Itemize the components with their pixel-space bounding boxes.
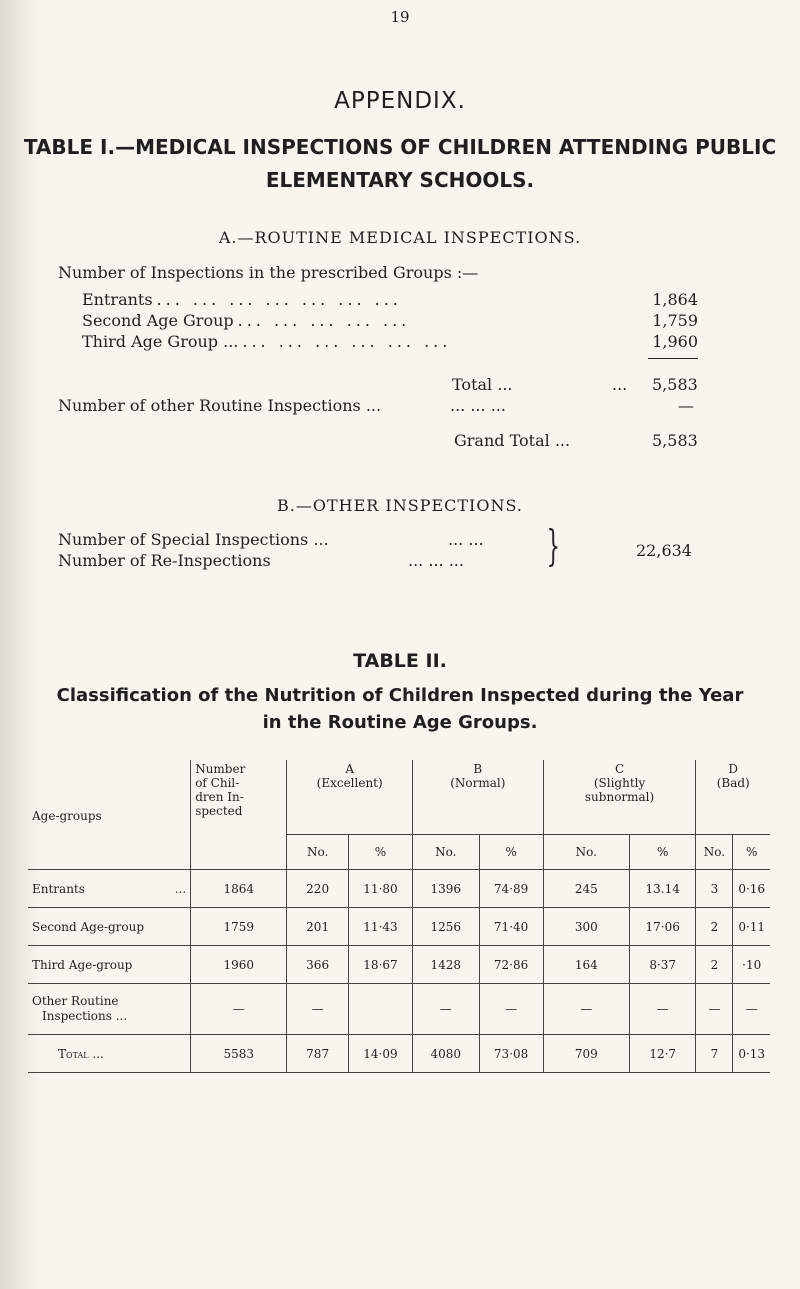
header-label: subnormal) <box>584 790 655 804</box>
table1-title-line1: TABLE I.—MEDICAL INSPECTIONS OF CHILDREN ATTENDING PUBLIC <box>23 135 777 159</box>
cell-b-pct: 72·86 <box>479 946 543 984</box>
header-line: dren In- <box>195 790 244 804</box>
special-inspections-label: Number of Special Inspections ... <box>58 530 329 549</box>
list-item-second-age-group <box>82 311 698 330</box>
cell-c-no: 164 <box>543 946 629 984</box>
row-label <box>28 984 191 1035</box>
list-item-third-age-group <box>82 332 698 351</box>
leader-dots: ... <box>115 1009 128 1023</box>
cell-c-pct: 8·37 <box>629 946 696 984</box>
total-value: 5,583 <box>652 375 698 394</box>
row-label <box>28 870 191 908</box>
total-row <box>28 1035 770 1073</box>
cell-dash: — <box>287 984 349 1035</box>
header-label: (Normal) <box>450 776 506 790</box>
header-line: spected <box>195 804 243 818</box>
table-row <box>28 946 770 984</box>
item-label: Second Age Group <box>82 311 234 330</box>
table2-subtitle-line2: in the Routine Age Groups. <box>262 712 538 733</box>
table-row <box>28 870 770 908</box>
other-inspections-value: 22,634 <box>636 541 692 560</box>
cell-c-no: 709 <box>543 1035 629 1073</box>
leader-dots: ... <box>92 1046 104 1061</box>
cell-d-pct: ·10 <box>733 946 770 984</box>
total-label: Total ... <box>452 375 513 394</box>
header-label: (Excellent) <box>316 776 383 790</box>
page-number: 19 <box>390 8 410 26</box>
row-label-line <box>32 1009 190 1024</box>
total-rule <box>648 358 698 359</box>
cell-d-no: 3 <box>696 870 733 908</box>
header-letter: D <box>728 762 739 776</box>
cell-b-no: 1428 <box>413 946 480 984</box>
special-inspections-dots: ... ... <box>448 530 484 549</box>
item-value: 1,864 <box>652 290 698 309</box>
cell-a-pct: 18·67 <box>348 946 412 984</box>
header-line: of Chil- <box>195 776 240 790</box>
no-header: No. <box>413 835 480 870</box>
item-label: Entrants <box>82 290 153 309</box>
cell-a-no: 787 <box>287 1035 349 1073</box>
grand-total-label: Grand Total ... <box>454 431 571 450</box>
leader-dots: ... <box>174 881 187 896</box>
item-label: Third Age Group ... <box>82 332 239 351</box>
section-b-heading: B.—OTHER INSPECTIONS. <box>277 496 523 515</box>
cell-number: 1864 <box>191 870 287 908</box>
cell-dash: — <box>629 984 696 1035</box>
cell-c-no: 245 <box>543 870 629 908</box>
cell-b-pct: 71·40 <box>479 908 543 946</box>
cell-b-pct: 74·89 <box>479 870 543 908</box>
cell-a-no: 220 <box>287 870 349 908</box>
cell-dash: — <box>543 984 629 1035</box>
cell-d-pct: 0·16 <box>733 870 770 908</box>
table-row <box>28 984 770 1035</box>
header-letter: A <box>345 762 354 776</box>
cell-dash: — <box>733 984 770 1035</box>
cell-c-no: 300 <box>543 908 629 946</box>
number-inspected-header <box>191 760 287 870</box>
cell-d-pct: 0·11 <box>733 908 770 946</box>
section-a-heading: A.—ROUTINE MEDICAL INSPECTIONS. <box>218 228 582 247</box>
cell-d-pct: 0·13 <box>733 1035 770 1073</box>
cell-a-no: 366 <box>287 946 349 984</box>
cell-d-no: 7 <box>696 1035 733 1073</box>
re-inspections-dots: ... ... ... <box>408 551 464 570</box>
cell-a-pct: 11·80 <box>348 870 412 908</box>
column-d-header <box>696 760 770 835</box>
pct-header: % <box>629 835 696 870</box>
item-value: 1,960 <box>652 332 698 351</box>
header-letter: C <box>614 762 625 776</box>
cell-c-pct: 17·06 <box>629 908 696 946</box>
table1-title-line2: ELEMENTARY SCHOOLS. <box>265 168 535 192</box>
cell-dash: — <box>413 984 480 1035</box>
nutrition-table <box>28 760 770 1073</box>
cell-b-pct: 73·08 <box>479 1035 543 1073</box>
cell-a-no: 201 <box>287 908 349 946</box>
pct-header: % <box>348 835 412 870</box>
cell-a-pct: 14·09 <box>348 1035 412 1073</box>
other-routine-value: — <box>678 396 694 415</box>
page-binding-shadow <box>0 0 40 1289</box>
cell-d-no: 2 <box>696 908 733 946</box>
grand-total-value: 5,583 <box>652 431 698 450</box>
item-value: 1,759 <box>652 311 698 330</box>
no-header: No. <box>287 835 349 870</box>
cell-b-no: 1396 <box>413 870 480 908</box>
pct-header: % <box>733 835 770 870</box>
column-b-header <box>413 760 544 835</box>
row-label: Second Age-group <box>28 908 191 946</box>
header-label: (Slightly <box>593 776 646 790</box>
other-routine-dots: ... ... ... <box>450 396 506 415</box>
age-group: Entrants <box>32 881 85 896</box>
cell-d-no: 2 <box>696 946 733 984</box>
cell-number: 5583 <box>191 1035 287 1073</box>
cell-dash: — <box>191 984 287 1035</box>
appendix-title: APPENDIX. <box>334 88 466 114</box>
right-brace-icon: } <box>546 521 561 570</box>
other-routine-label: Number of other Routine Inspections ... <box>58 396 382 415</box>
cell-number: 1759 <box>191 908 287 946</box>
column-c-header <box>543 760 696 835</box>
row-label: Third Age-group <box>28 946 191 984</box>
table-row <box>28 908 770 946</box>
re-inspections-label: Number of Re-Inspections <box>58 551 271 570</box>
table2-title: TABLE II. <box>353 650 447 672</box>
header-label: (Bad) <box>716 776 750 790</box>
list-item-entrants <box>82 290 698 309</box>
cell-dash: — <box>696 984 733 1035</box>
table-header-row <box>28 760 770 835</box>
section-a-intro: Number of Inspections in the prescribed Groups :— <box>58 263 479 282</box>
pct-header: % <box>479 835 543 870</box>
row-label-line: Other Routine <box>32 994 119 1008</box>
row-label-text: Inspections <box>42 1009 112 1023</box>
leader-dots: ... ... ... ... ... ... ... <box>156 290 402 309</box>
cell-a-pct: 11·43 <box>348 908 412 946</box>
cell-number: 1960 <box>191 946 287 984</box>
leader-dots: ... ... ... ... ... ... <box>242 332 452 351</box>
header-line: Number <box>195 762 246 776</box>
cell-c-pct: 12·7 <box>629 1035 696 1073</box>
no-header: No. <box>696 835 733 870</box>
cell-dash: — <box>479 984 543 1035</box>
cell-c-pct: 13.14 <box>629 870 696 908</box>
header-letter: B <box>473 762 483 776</box>
age-groups-header: Age-groups <box>32 808 102 823</box>
no-header: No. <box>543 835 629 870</box>
cell-dash <box>348 984 412 1035</box>
row-label <box>28 1035 191 1073</box>
cell-b-no: 4080 <box>413 1035 480 1073</box>
leader-dots: ... ... ... ... ... <box>237 311 411 330</box>
table2-subtitle-line1: Classification of the Nutrition of Children Inspected during the Year <box>56 685 744 706</box>
column-a-header <box>287 760 413 835</box>
total-label: Total <box>58 1046 89 1061</box>
cell-b-no: 1256 <box>413 908 480 946</box>
total-dots: ... <box>612 375 628 394</box>
